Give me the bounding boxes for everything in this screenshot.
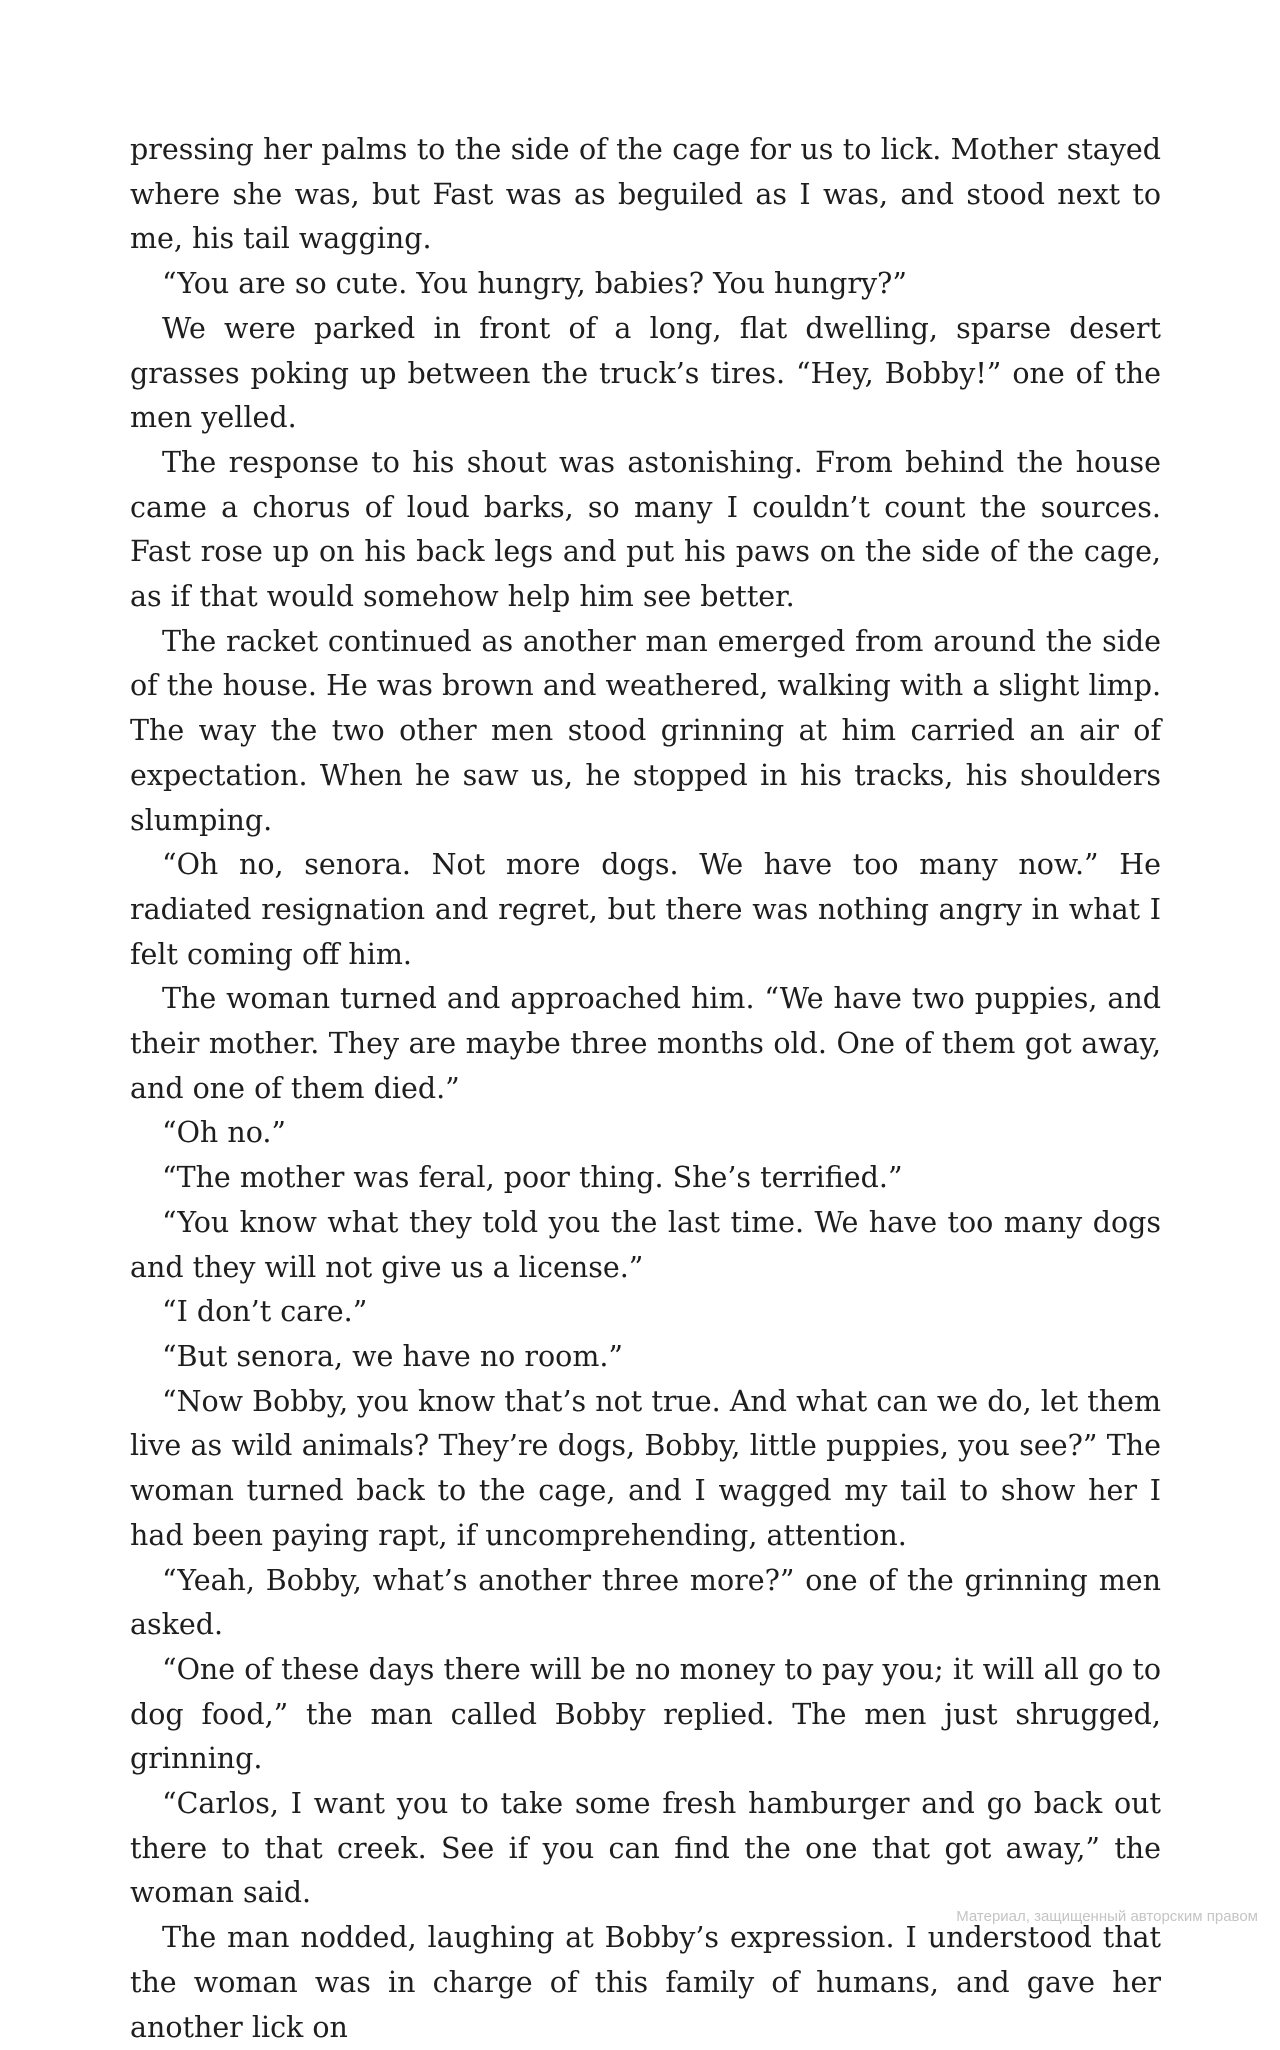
paragraph: The racket continued as another man emerged from around the side of the house. He was brown and weathered, walking with a slight limp. The way the two other men stood grinning at him carried an air of expectation. When he saw us, he stopped in his tracks, his shoulders slumping. xyxy=(130,624,1161,837)
paragraph: The man nodded, laughing at Bobby’s expression. I understood that the woman was in charge of this family of humans, and gave her another lick on xyxy=(130,1921,1161,2044)
paragraph: pressing her palms to the side of the cage for us to lick. Mother stayed where she was, but Fast was as beguiled as I was, and stood next to me, his tail wagging. xyxy=(130,133,1161,256)
paragraph: “You know what they told you the last time. We have too many dogs and they will not give us a license.” xyxy=(130,1205,1161,1284)
paragraph: The response to his shout was astonishing. From behind the house came a chorus of loud barks, so many I couldn’t count the sources. Fast rose up on his back legs and put his paws on the side of the cage, as if that would somehow help him see better. xyxy=(130,445,1161,614)
paragraph: “Oh no, senora. Not more dogs. We have too many now.” He radiated resignation and regret, but there was nothing angry in what I felt coming off him. xyxy=(130,848,1161,971)
paragraph: “Carlos, I want you to take some fresh hamburger and go back out there to that creek. See if you can find the one that got away,” the woman said. xyxy=(130,1787,1161,1910)
paragraph: “Oh no.” xyxy=(162,1116,286,1150)
paragraph: “Now Bobby, you know that’s not true. And what can we do, let them live as wild animals? They’re dogs, Bobby, little puppies, you see?” The woman turned back to the cage, and I wagged my tail to show her I had been paying rapt, if uncomprehending, attention. xyxy=(130,1384,1161,1552)
copyright-watermark: Материал, защищенный авторским правом xyxy=(956,1908,1258,1925)
paragraph: “But senora, we have no room.” xyxy=(162,1339,623,1373)
paragraph: “One of these days there will be no money to pay you; it will all go to dog food,” the man called Bobby replied. The men just shrugged, grinning. xyxy=(130,1652,1161,1776)
paragraph: The woman turned and approached him. “We have two puppies, and their mother. They are maybe three months old. One of them got away, and one of them died.” xyxy=(130,982,1161,1105)
paragraph: “You are so cute. You hungry, babies? You hungry?” xyxy=(162,267,907,301)
paragraph: “Yeah, Bobby, what’s another three more?” one of the grinning men asked. xyxy=(130,1563,1161,1642)
paragraph: “The mother was feral, poor thing. She’s terrified.” xyxy=(162,1161,903,1195)
book-page-text xyxy=(130,128,1161,2050)
paragraph: “I don’t care.” xyxy=(162,1295,368,1329)
paragraph: We were parked in front of a long, flat dwelling, sparse desert grasses poking up between the truck’s tires. “Hey, Bobby!” one of the men yelled. xyxy=(130,311,1161,435)
